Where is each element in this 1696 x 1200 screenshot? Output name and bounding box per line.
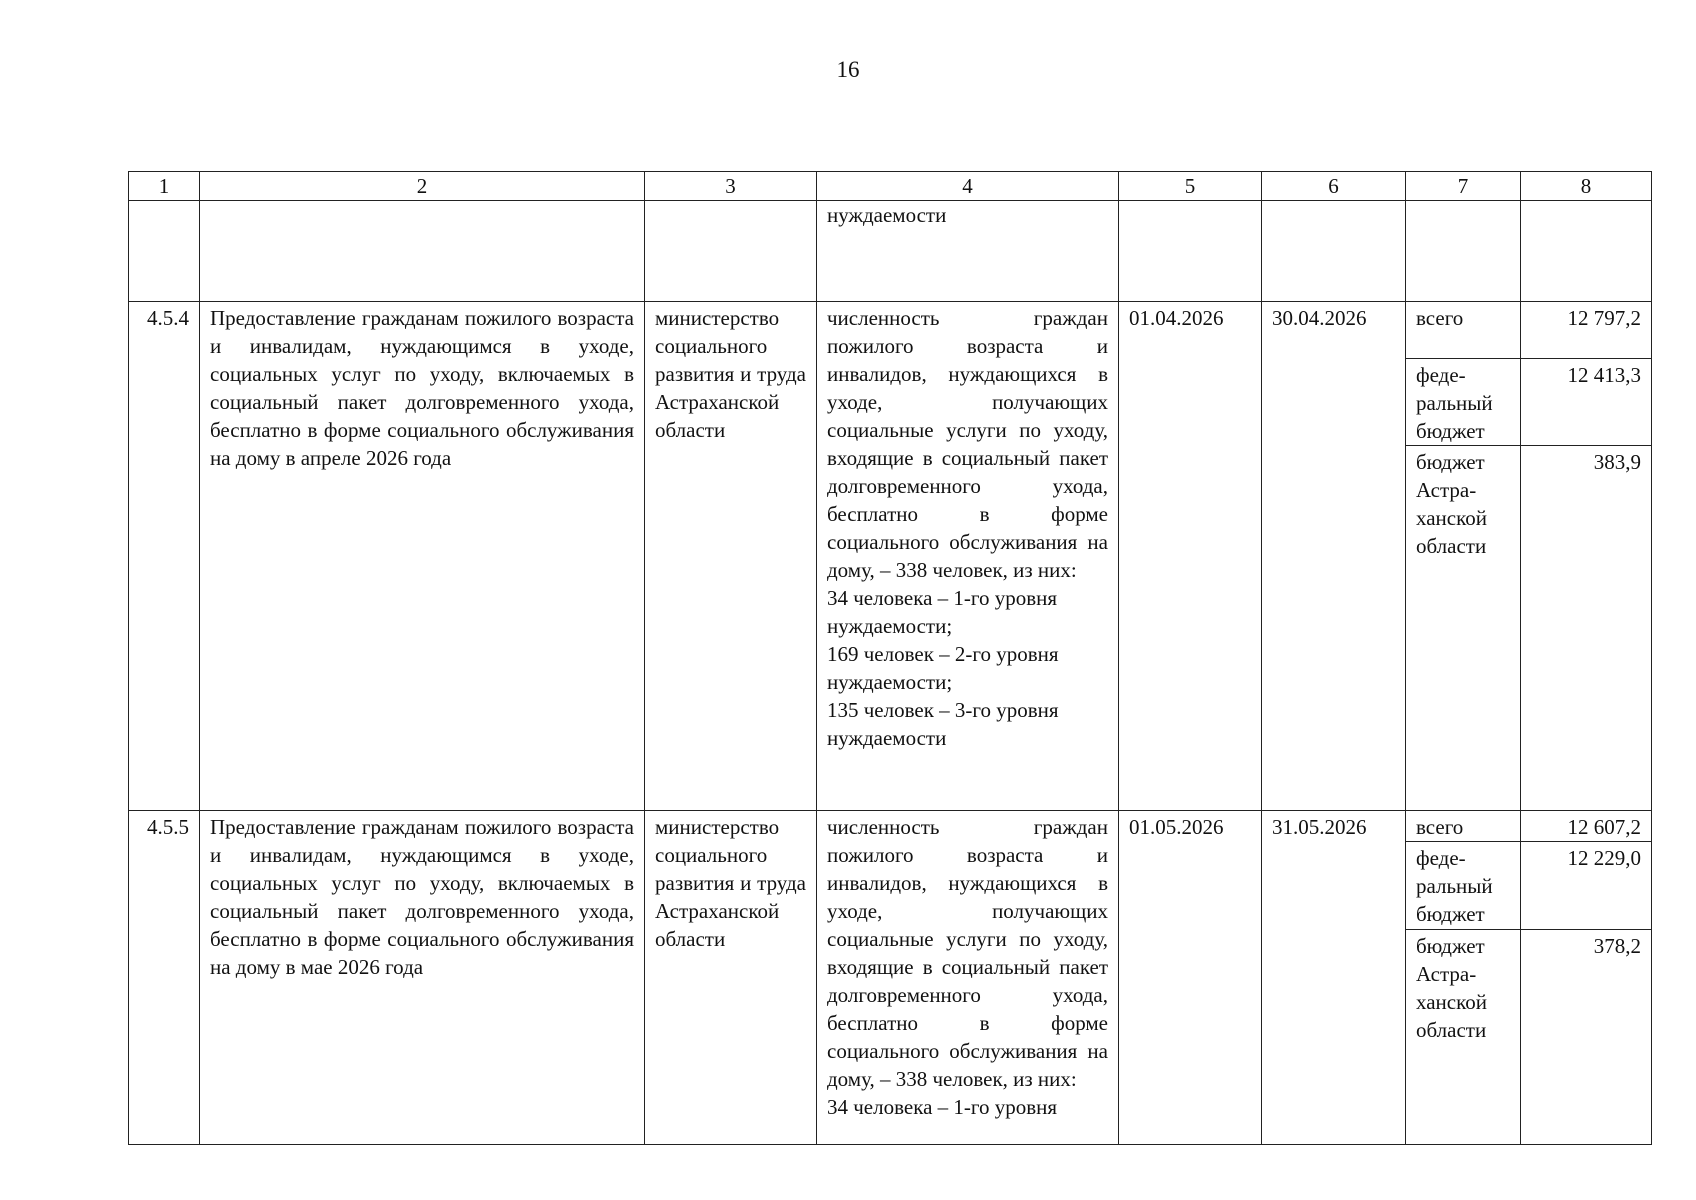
cell-executor xyxy=(645,201,817,302)
cell-source xyxy=(1406,201,1521,302)
plan-table xyxy=(128,171,1652,1145)
cell-source: всего xyxy=(1406,811,1521,842)
table-row xyxy=(129,811,1652,842)
cell-indicator xyxy=(817,302,1119,811)
cell-name: Предоставление гражданам пожилого возраста и инвалидам, нуждающимся в уходе, социальных услуг по уходу, включаемых в социальный пакет долговременного ухода, бесплатно в форме социального обслуживания на дому в мае 2026 года xyxy=(200,811,645,1145)
cell-end: 31.05.2026 xyxy=(1262,811,1406,1145)
cell-amount: 12 607,2 xyxy=(1521,811,1652,842)
page-number: 16 xyxy=(836,57,860,82)
cell-end: 30.04.2026 xyxy=(1262,302,1406,811)
cell-source: бюджет Астра-ханской области xyxy=(1406,930,1521,1145)
cell-id: 4.5.5 xyxy=(129,811,200,1145)
cell-amount: 12 229,0 xyxy=(1521,842,1652,930)
cell-start: 01.05.2026 xyxy=(1119,811,1262,1145)
column-header: 1 xyxy=(129,172,200,201)
cell-amount: 383,9 xyxy=(1521,446,1652,811)
column-header: 8 xyxy=(1521,172,1652,201)
column-header: 3 xyxy=(645,172,817,201)
cell-source: всего xyxy=(1406,302,1521,359)
cell-end xyxy=(1262,201,1406,302)
header-row xyxy=(129,172,1652,201)
indicator-text: численность граждан пожилого возраста и инвалидов, нуждающихся в уходе, получающих социальные услуги по уходу, входящие в социальный пакет долговременного ухода, бесплатно в форме социального обслуживания на дому, – 338 человек, из них: xyxy=(827,306,1108,582)
cell-start xyxy=(1119,201,1262,302)
cell-name xyxy=(200,201,645,302)
indicator-text: 34 человека – 1-го уровня нуждаемости; xyxy=(827,586,1058,638)
cell-amount xyxy=(1521,201,1652,302)
column-header: 5 xyxy=(1119,172,1262,201)
column-header: 2 xyxy=(200,172,645,201)
indicator-text: 169 человек – 2-го уровня нуждаемости; xyxy=(827,642,1059,694)
cell-name: Предоставление гражданам пожилого возраста и инвалидам, нуждающимся в уходе, социальных услуг по уходу, включаемых в социальный пакет долговременного ухода, бесплатно в форме социального обслуживания на дому в апреле 2026 года xyxy=(200,302,645,811)
column-header: 7 xyxy=(1406,172,1521,201)
indicator-text: 135 человек – 3-го уровня нуждаемости xyxy=(827,698,1059,750)
column-header: 4 xyxy=(817,172,1119,201)
indicator-clip xyxy=(827,813,1108,1144)
cell-indicator xyxy=(817,811,1119,1145)
cell-executor: министерство социального развития и труда Астраханской области xyxy=(645,302,817,811)
cell-indicator: нуждаемости xyxy=(817,201,1119,302)
cell-amount: 12 413,3 xyxy=(1521,359,1652,446)
cell-id: 4.5.4 xyxy=(129,302,200,811)
cell-source: феде-ральный бюджет xyxy=(1406,359,1521,446)
cell-amount: 12 797,2 xyxy=(1521,302,1652,359)
cell-executor: министерство социального развития и труда Астраханской области xyxy=(645,811,817,1145)
indicator-text: 34 человека – 1-го уровня xyxy=(827,1095,1058,1119)
table-row-continuation xyxy=(129,201,1652,302)
column-header: 6 xyxy=(1262,172,1406,201)
cell-amount: 378,2 xyxy=(1521,930,1652,1145)
table-row xyxy=(129,302,1652,359)
cell-start: 01.04.2026 xyxy=(1119,302,1262,811)
indicator-text: численность граждан пожилого возраста и инвалидов, нуждающихся в уходе, получающих социальные услуги по уходу, входящие в социальный пакет долговременного ухода, бесплатно в форме социального обслуживания на дому, – 338 человек, из них: xyxy=(827,815,1108,1091)
cell-source: бюджет Астра-ханской области xyxy=(1406,446,1521,811)
cell-source: феде-ральный бюджет xyxy=(1406,842,1521,930)
cell-id xyxy=(129,201,200,302)
